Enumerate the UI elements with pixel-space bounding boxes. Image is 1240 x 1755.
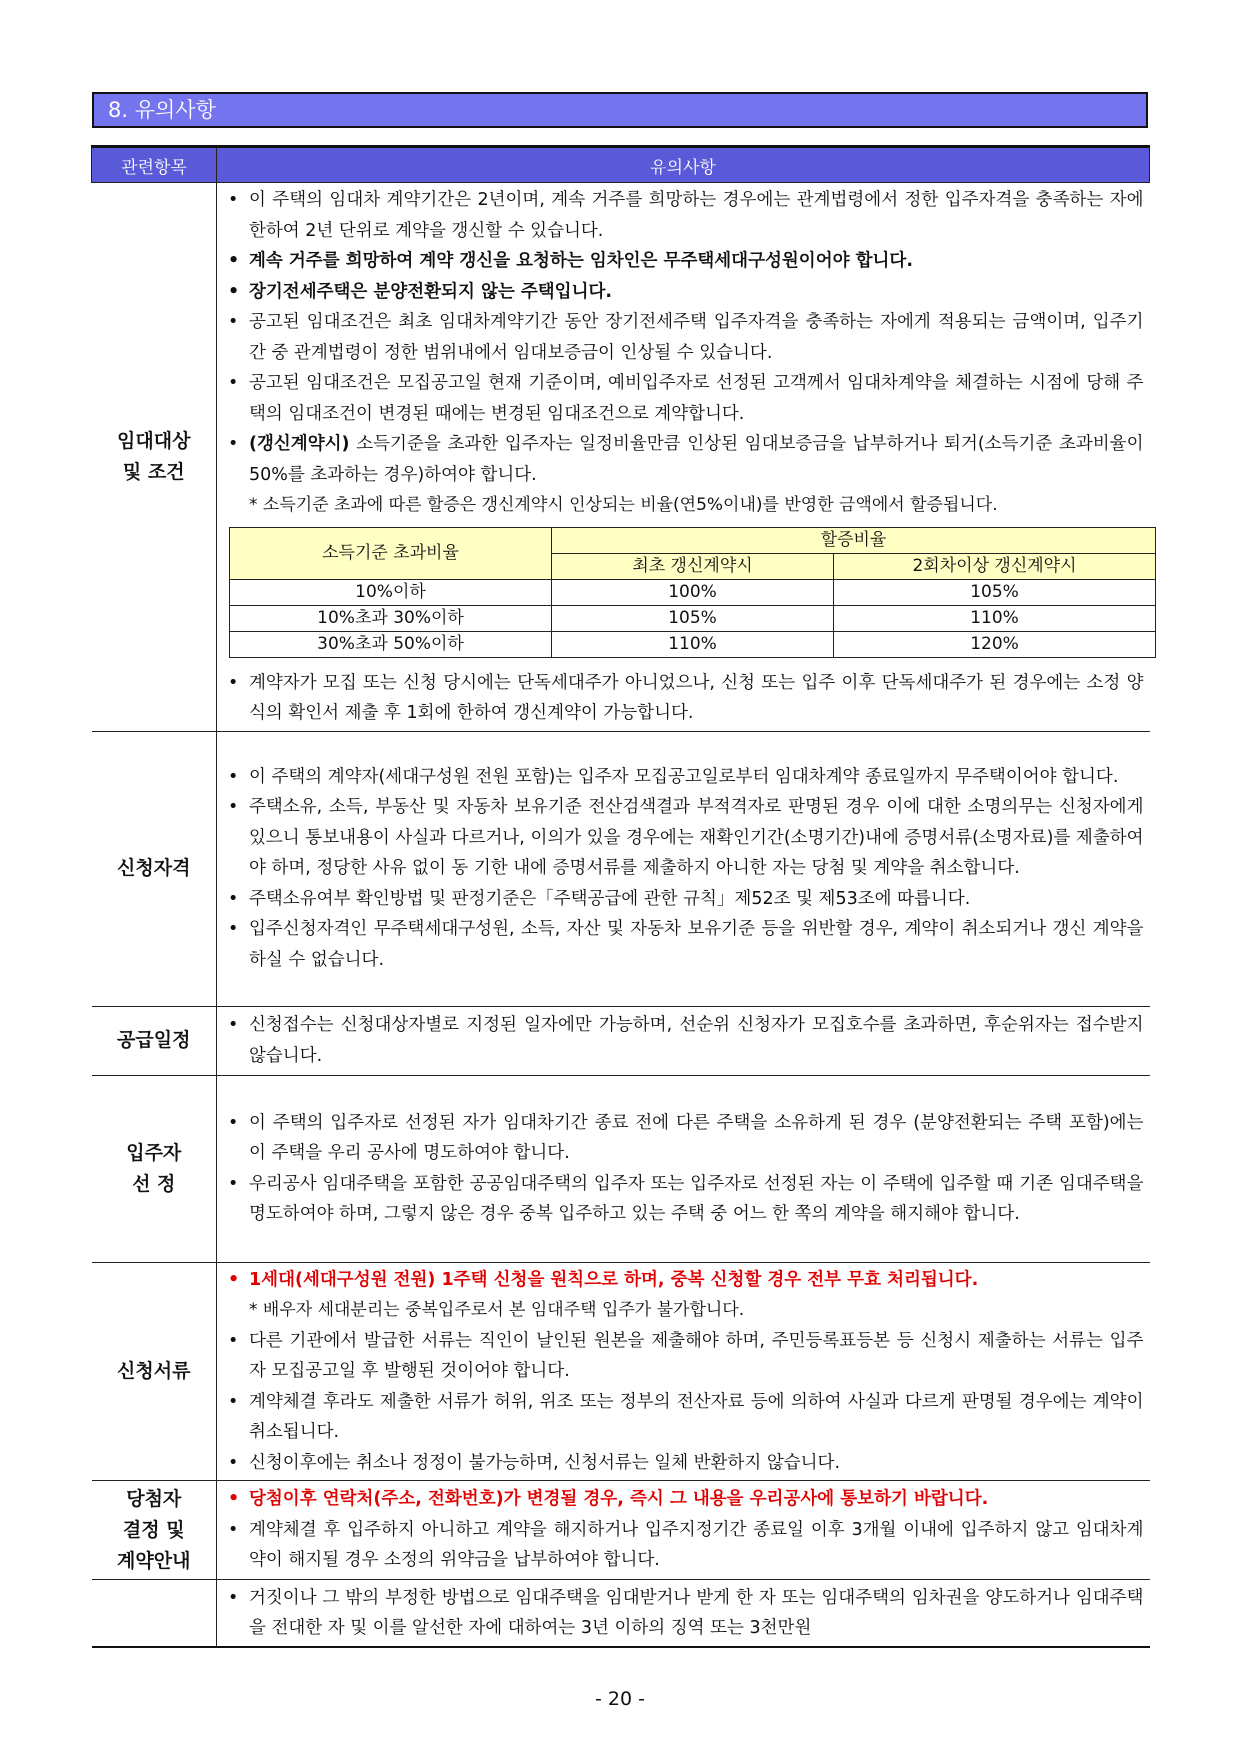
row-lease-conditions	[92, 183, 1150, 732]
list-item: • 공고된 임대조건은 최초 임대차계약기간 동안 장기전세주택 입주자격을 충족하는 자에게 적용되는 금액이며, 입주기간 중 관계법령이 정한 범위내에서 임대보증금이 인상될 수 있습니다.	[225, 307, 1144, 368]
row-label: 신청자격	[92, 731, 217, 1006]
header-notice: 유의사항	[217, 147, 1150, 183]
list-item: • 장기전세주택은 분양전환되지 않는 주택입니다.	[225, 277, 1144, 308]
row-winner-contract	[92, 1481, 1150, 1580]
list-item: • 계약체결 후라도 제출한 서류가 허위, 위조 또는 정부의 전산자료 등에 의하여 사실과 다르게 판명될 경우에는 계약이 취소됩니다.	[225, 1387, 1144, 1448]
rate-col-header: 소득기준 초과비율	[230, 527, 552, 579]
list-item: • 공고된 임대조건은 모집공고일 현재 기준이며, 예비입주자로 선정된 고객께서 임대차계약을 체결하는 시점에 당해 주택의 임대조건이 변경된 때에는 변경된 임대조건으로 계약합니다.	[225, 368, 1144, 429]
list-item: • 우리공사 임대주택을 포함한 공공임대주택의 입주자 또는 입주자로 선정된 자는 이 주택에 입주할 때 기존 임대주택을 명도하여야 하며, 그렇지 않은 경우 중복 입주하고 있는 주택 중 어느 한 쪽의 계약을 해지해야 합니다.	[225, 1169, 1144, 1230]
row-label	[92, 1580, 217, 1648]
list-item: • 이 주택의 계약자(세대구성원 전원 포함)는 입주자 모집공고일로부터 임대차계약 종료일까지 무주택이어야 합니다.	[225, 762, 1144, 793]
list-item: • 계약체결 후 입주하지 아니하고 계약을 해지하거나 입주지정기간 종료일 이후 3개월 이내에 입주하지 않고 임대차계약이 해지될 경우 소정의 위약금을 납부하여야 합니다.	[225, 1515, 1144, 1576]
row-label: 공급일정	[92, 1006, 217, 1075]
row-body	[217, 731, 1150, 1006]
row-body	[217, 1481, 1150, 1580]
list-item: • 계약자가 모집 또는 신청 당시에는 단독세대주가 아니었으나, 신청 또는 입주 이후 단독세대주가 된 경우에는 소정 양식의 확인서 제출 후 1회에 한하여 갱신계약이 가능합니다.	[225, 668, 1144, 729]
table-row: 10%초과 30%이하 105% 110%	[230, 605, 1156, 631]
rate-group-header: 할증비율	[552, 527, 1156, 553]
row-body	[217, 1580, 1150, 1648]
surcharge-rate-table	[229, 527, 1156, 658]
section-title: 8. 유의사항	[92, 92, 1148, 128]
table-header-row	[92, 147, 1150, 183]
header-related-item: 관련항목	[92, 147, 217, 183]
list-item: • 입주신청자격인 무주택세대구성원, 소득, 자산 및 자동차 보유기준 등을 위반할 경우, 계약이 취소되거나 갱신 계약을 하실 수 없습니다.	[225, 914, 1144, 975]
list-item: • 주택소유, 소득, 부동산 및 자동차 보유기준 전산검색결과 부적격자로 판명된 경우 이에 대한 소명의무는 신청자에게 있으니 통보내용이 사실과 다르거나, 이의가 있을 경우에는 재확인기간(소명기간)내에 증명서류(소명자료)를 제출하여야 하며, 정당한 사유 없이 동 기한 내에 증명서류를 제출하지 아니한 자는 당첨 및 계약을 취소합니다.	[225, 792, 1144, 884]
row-body	[217, 183, 1150, 732]
list-item: • 이 주택의 입주자로 선정된 자가 임대차기간 종료 전에 다른 주택을 소유하게 된 경우 (분양전환되는 주택 포함)에는 이 주택을 우리 공사에 명도하여야 합니다.	[225, 1108, 1144, 1169]
page-number: - 20 -	[595, 1688, 645, 1710]
row-body	[217, 1075, 1150, 1262]
row-schedule	[92, 1006, 1150, 1075]
list-item: • 이 주택의 임대차 계약기간은 2년이며, 계속 거주를 희망하는 경우에는 관계법령에서 정한 입주자격을 충족하는 자에 한하여 2년 단위로 계약을 갱신할 수 있습니다.	[225, 185, 1144, 246]
list-item: • 1세대(세대구성원 전원) 1주택 신청을 원칙으로 하며, 중복 신청할 경우 전부 무효 처리됩니다.	[225, 1265, 1144, 1296]
notice-table	[91, 145, 1150, 1648]
rate-sub-header: 2회차이상 갱신계약시	[834, 553, 1156, 579]
list-item: • 신청이후에는 취소나 정정이 불가능하며, 신청서류는 일체 반환하지 않습니다.	[225, 1448, 1144, 1479]
table-row: 30%초과 50%이하 110% 120%	[230, 631, 1156, 657]
list-item: • 신청접수는 신청대상자별로 지정된 일자에만 가능하며, 선순위 신청자가 모집호수를 초과하면, 후순위자는 접수받지 않습니다.	[225, 1010, 1144, 1071]
row-tenant-selection	[92, 1075, 1150, 1262]
row-eligibility	[92, 731, 1150, 1006]
note: * 소득기준 초과에 따른 할증은 갱신계약시 인상되는 비율(연5%이내)를 반영한 금액에서 할증됩니다.	[249, 495, 998, 515]
list-item: • (갱신계약시) 소득기준을 초과한 입주자는 일정비율만큼 인상된 임대보증금을 납부하거나 퇴거(소득기준 초과비율이 50%를 초과하는 경우)하여야 합니다.	[225, 429, 1144, 490]
row-label: 임대대상 및 조건	[92, 183, 217, 732]
row-penalty	[92, 1580, 1150, 1648]
row-label: 신청서류	[92, 1262, 217, 1481]
list-item: • 계속 거주를 희망하여 계약 갱신을 요청하는 임차인은 무주택세대구성원이어야 합니다.	[225, 246, 1144, 277]
row-label: 당첨자 결정 및 계약안내	[92, 1481, 217, 1580]
list-item: • 당첨이후 연락처(주소, 전화번호)가 변경될 경우, 즉시 그 내용을 우리공사에 통보하기 바랍니다.	[225, 1484, 1144, 1515]
table-row: 10%이하 100% 105%	[230, 579, 1156, 605]
rate-sub-header: 최초 갱신계약시	[552, 553, 834, 579]
list-item: • 주택소유여부 확인방법 및 판정기준은「주택공급에 관한 규칙」제52조 및 제53조에 따릅니다.	[225, 884, 1144, 915]
list-item: • 거짓이나 그 밖의 부정한 방법으로 임대주택을 임대받거나 받게 한 자 또는 임대주택의 임차권을 양도하거나 임대주택을 전대한 자 및 이를 알선한 자에 대하여는 3년 이하의 징역 또는 3천만원	[225, 1583, 1144, 1644]
row-body	[217, 1006, 1150, 1075]
note: * 배우자 세대분리는 중복입주로서 본 임대주택 입주가 불가합니다.	[249, 1300, 745, 1320]
row-documents	[92, 1262, 1150, 1481]
row-body	[217, 1262, 1150, 1481]
row-label: 입주자 선 정	[92, 1075, 217, 1262]
list-item: • 다른 기관에서 발급한 서류는 직인이 날인된 원본을 제출해야 하며, 주민등록표등본 등 신청시 제출하는 서류는 입주자 모집공고일 후 발행된 것이어야 합니다.	[225, 1326, 1144, 1387]
